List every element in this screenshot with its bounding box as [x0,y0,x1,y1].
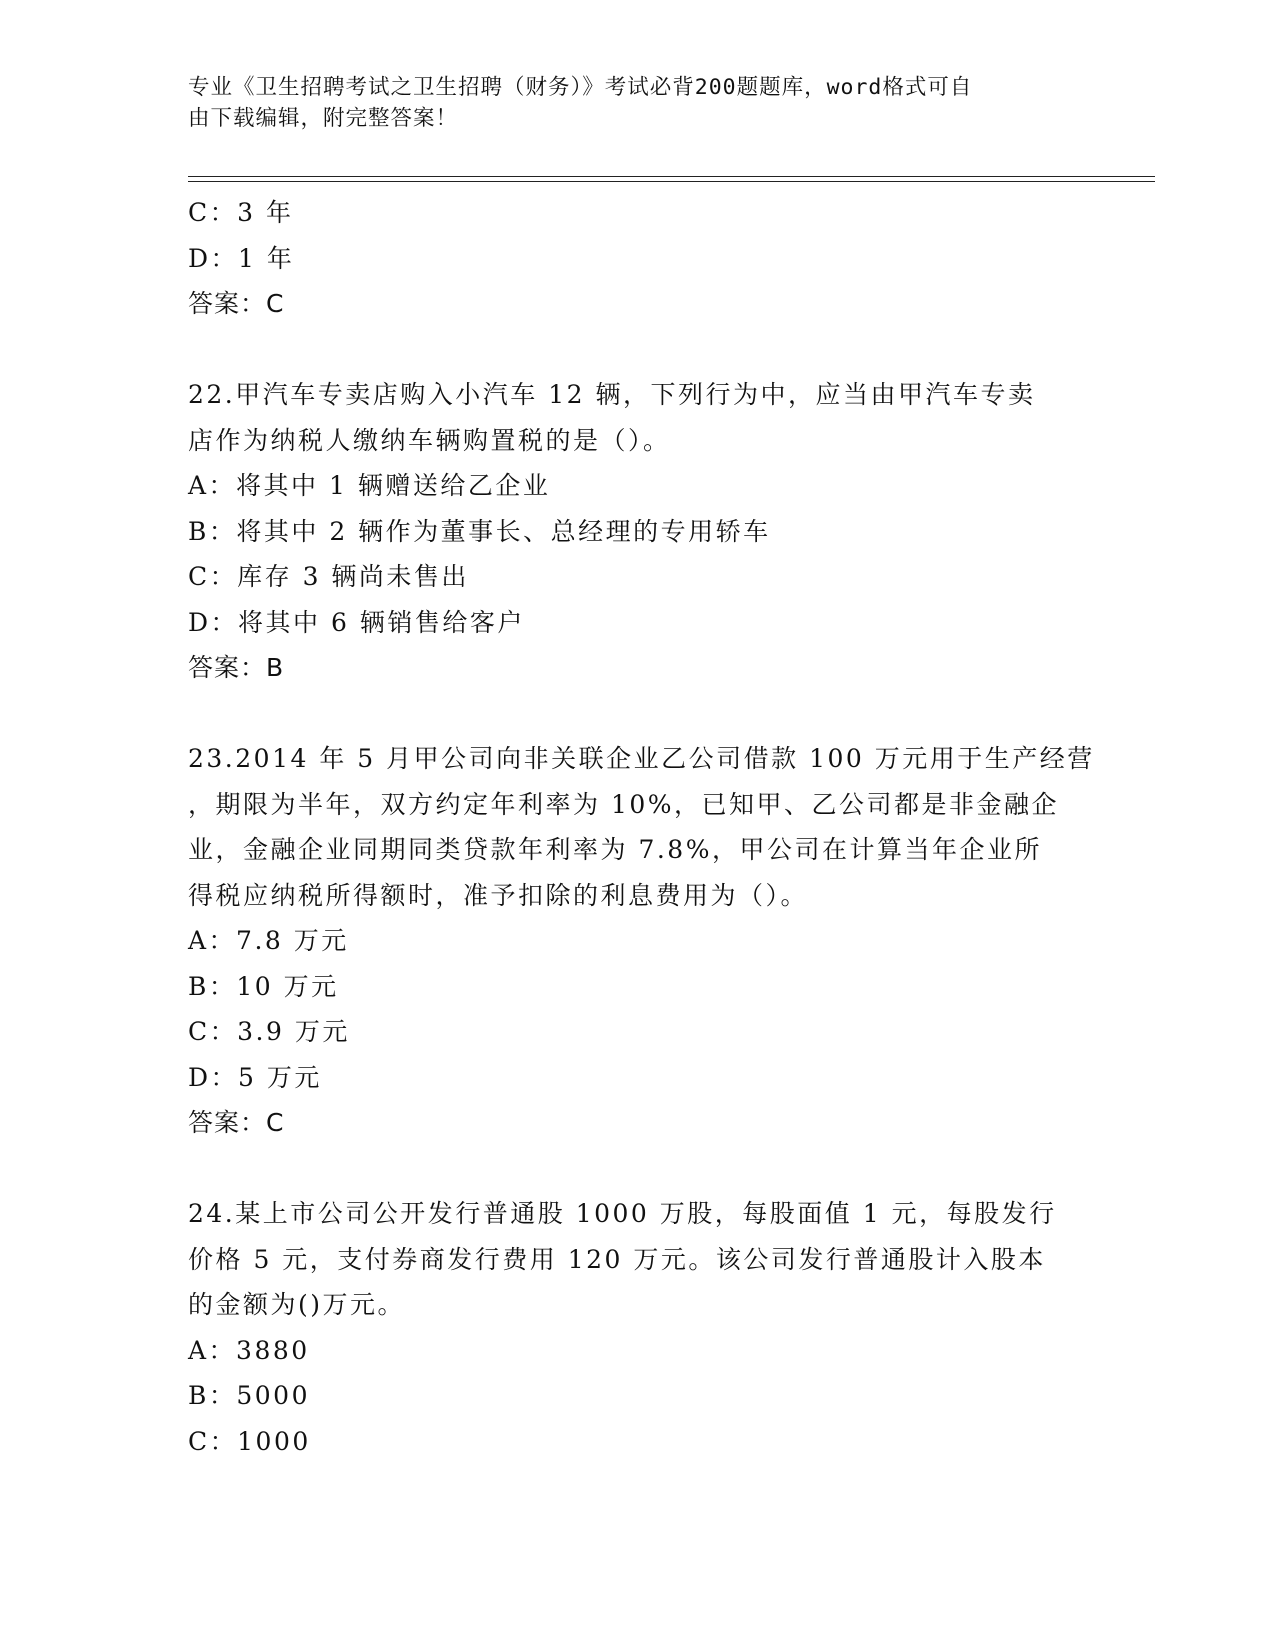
spacer [188,691,1108,737]
option-item: A：7.8 万元 [188,926,349,955]
question-content [188,190,1108,1464]
header-line-1: 专业《卫生招聘考试之卫生招聘（财务）》考试必背200题题库，word格式可自 [188,75,973,100]
question-24 [188,1191,1108,1464]
question-text-line: 价格 5 元，支付券商发行费用 120 万元。该公司发行普通股计入股本 [188,1244,1046,1274]
option-item: A：将其中 1 辆赠送给乙企业 [188,471,551,500]
document-header [188,72,1068,134]
answer-line: 答案：C [188,1108,285,1137]
option-item: D：将其中 6 辆销售给客户 [188,607,525,637]
answer-line: 答案：B [188,653,285,682]
option-item: B：将其中 2 辆作为董事长、总经理的专用轿车 [188,516,771,546]
option-item: B：5000 [188,1381,310,1410]
question-text-line: 得税应纳税所得额时，准予扣除的利息费用为（）。 [188,880,809,910]
question-text-line: 22.甲汽车专卖店购入小汽车 12 辆，下列行为中，应当由甲汽车专卖 [188,380,1036,409]
option-item: C：库存 3 辆尚未售出 [188,562,469,591]
question-23 [188,736,1108,1146]
question-text-line: 业，金融企业同期同类贷款年利率为 7.8%，甲公司在计算当年企业所 [188,835,1042,864]
option-item: B：10 万元 [188,971,339,1001]
option-item: D：1 年 [188,243,295,273]
option-item: A：3880 [188,1335,310,1365]
question-text-line: 的金额为()万元。 [188,1290,406,1319]
question-text-line: 24.某上市公司公开发行普通股 1000 万股，每股面值 1 元，每股发行 [188,1199,1057,1228]
header-divider-top [188,176,1155,177]
spacer [188,327,1108,373]
header-divider-bottom [188,181,1155,182]
question-text-line: 店作为纳税人缴纳车辆购置税的是（）。 [188,425,671,455]
answer-line: 答案：C [188,289,285,318]
option-item: C：1000 [188,1426,311,1456]
question-22 [188,372,1108,691]
question-text-line: 23.2014 年 5 月甲公司向非关联企业乙公司借款 100 万元用于生产经营 [188,744,1095,773]
option-item: C：3.9 万元 [188,1017,350,1046]
header-line-2: 由下载编辑，附完整答案！ [188,106,459,131]
question-text-line: ，期限为半年，双方约定年利率为 10%，已知甲、乙公司都是非金融企 [188,789,1060,819]
prev-question [188,190,1108,327]
option-item: C：3 年 [188,198,294,227]
option-item: D：5 万元 [188,1062,322,1092]
spacer [188,1146,1108,1192]
